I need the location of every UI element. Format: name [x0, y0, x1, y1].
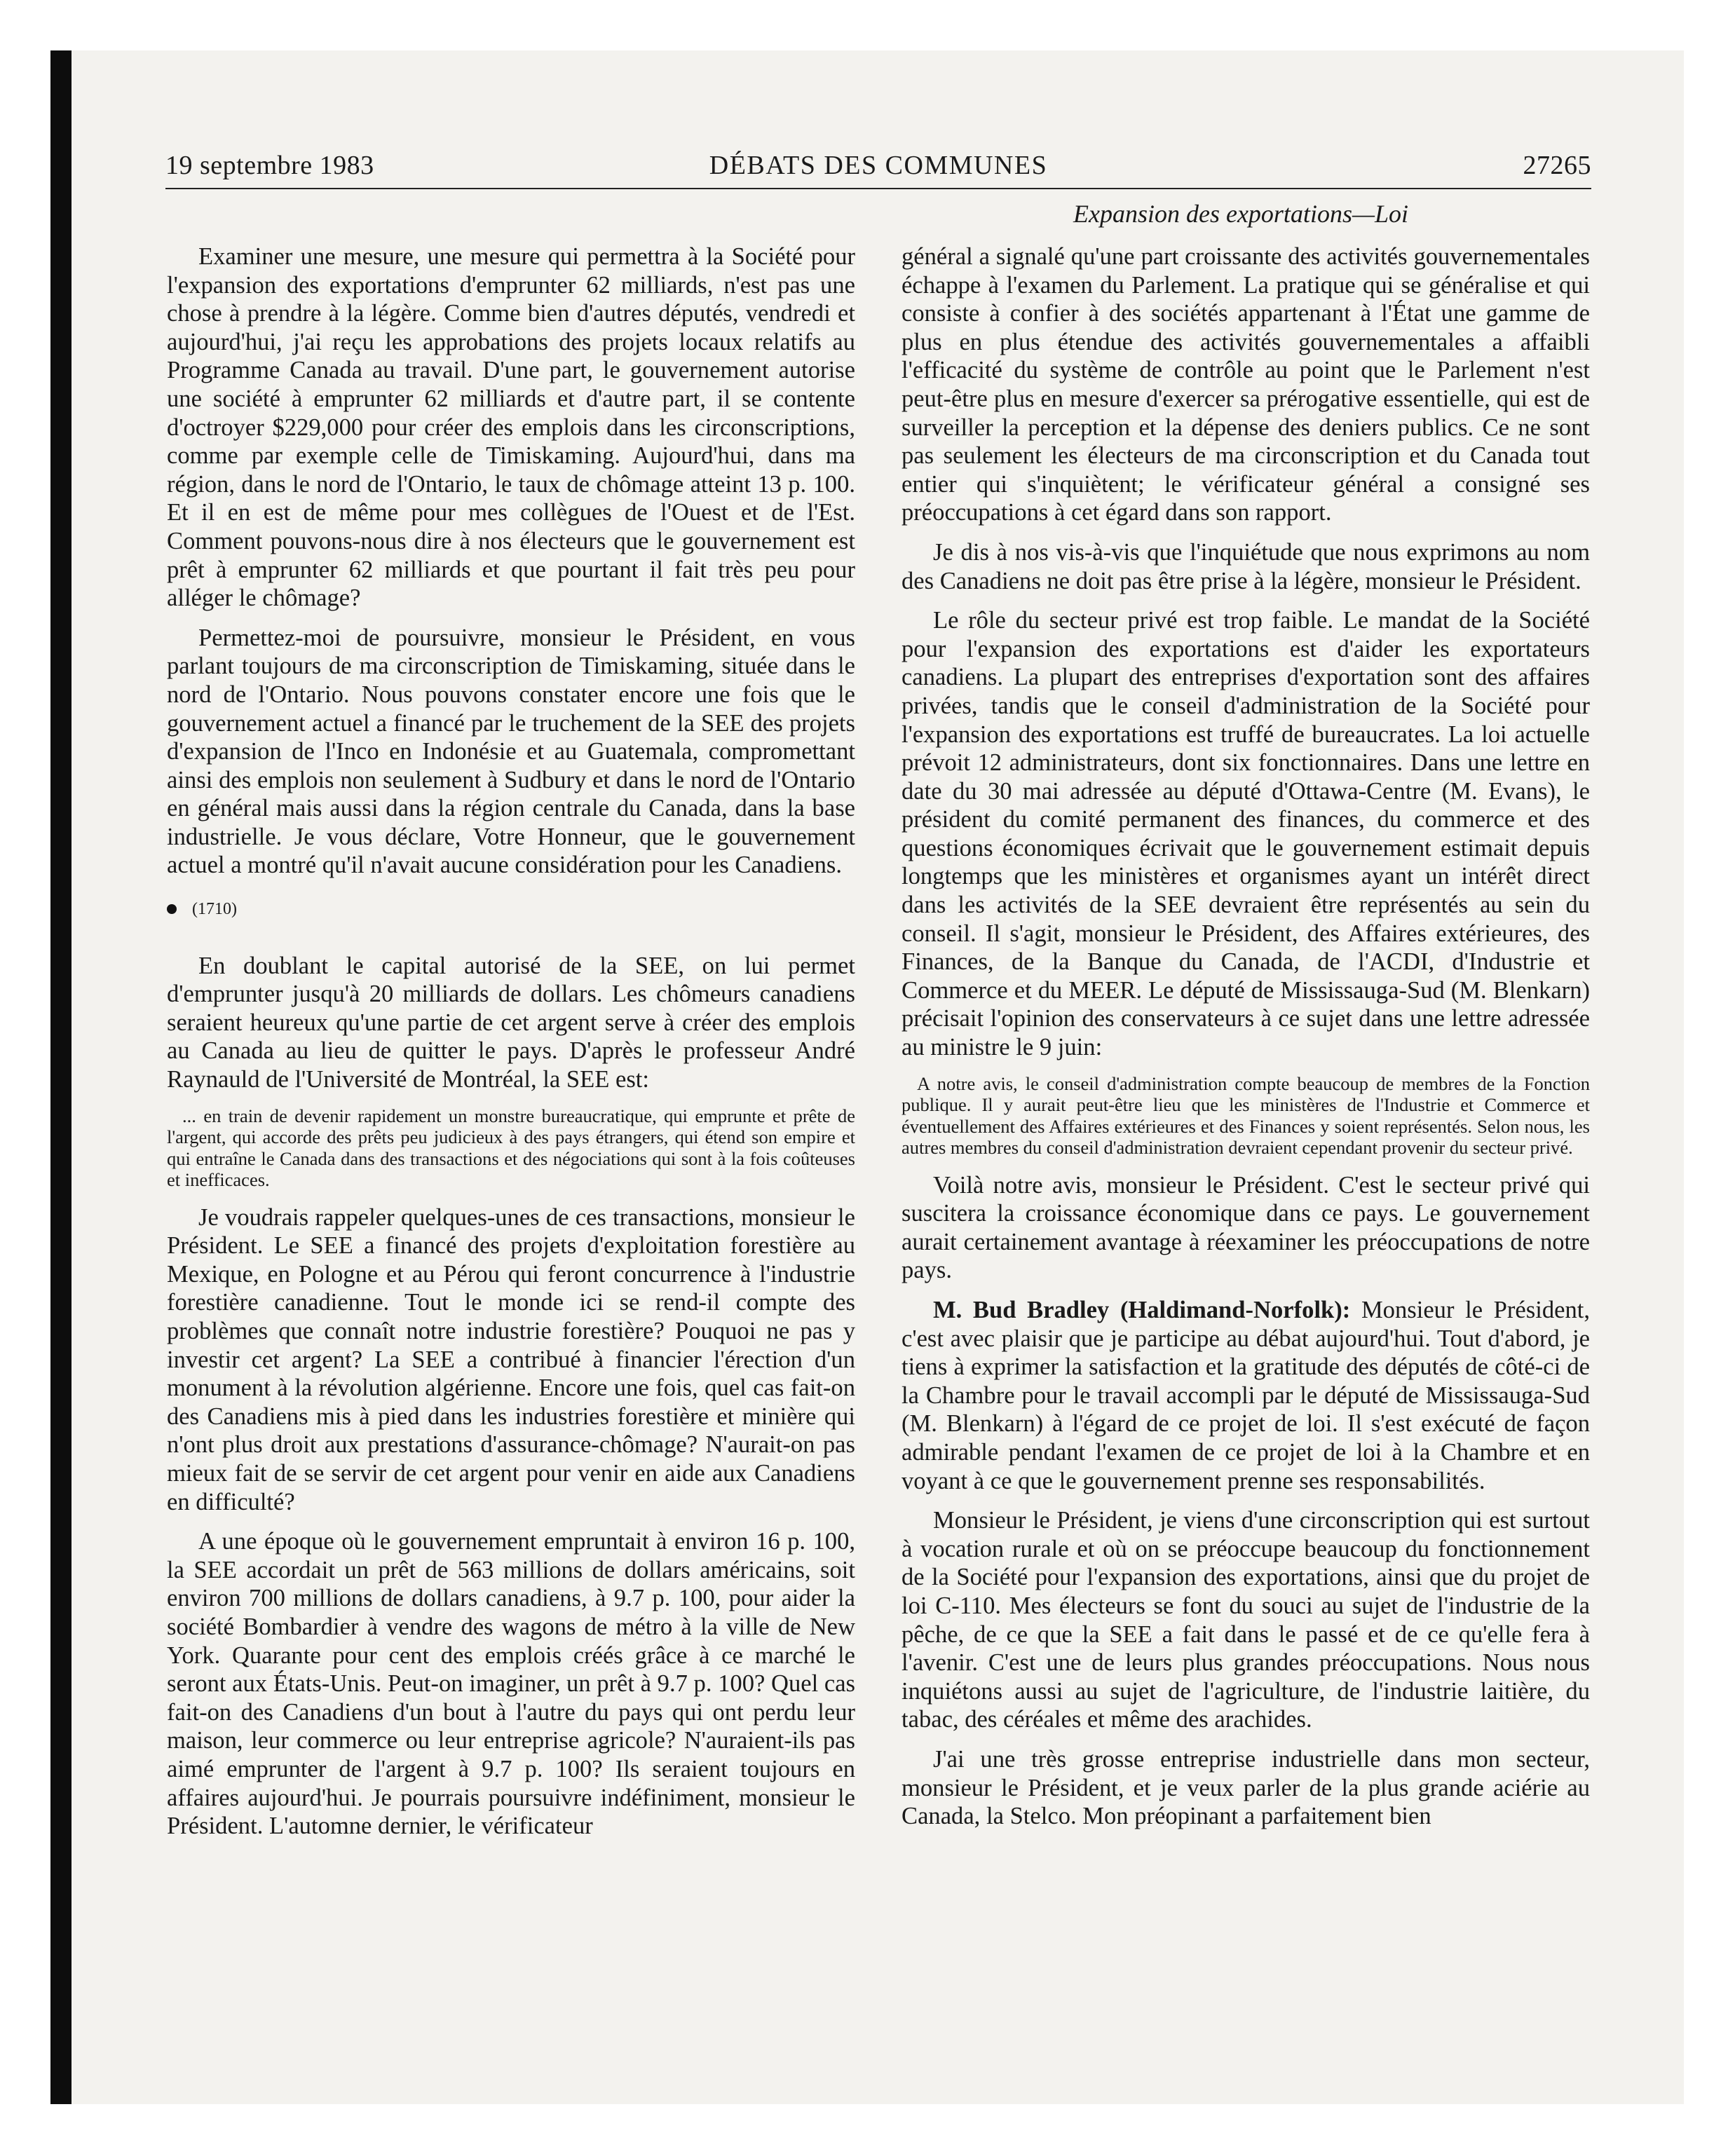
time-marker-label: (1710) [192, 900, 237, 919]
header-title: DÉBATS DES COMMUNES [709, 151, 1048, 180]
time-marker [167, 895, 855, 924]
paragraph: Voilà notre avis, monsieur le Président. C'est le secteur privé qui suscitera la croissance économique dans ce pays. Le gouvernement aurait certainement avantage à réexaminer les préoccupations de notre pays. [901, 1171, 1590, 1284]
paragraph: général a signalé qu'une part croissante des activités gouvernementales échappe à l'examen du Parlement. La pratique qui se généralise et qui consiste à confier à des sociétés appartenant à l'État une gamme de plus en plus étendue des activités gouvernementales a affaibli l'efficacité du système de contrôle au point que le Parlement n'est peut-être plus en mesure d'exercer sa prérogative essentielle, qui est de surveiller la perception et la dépense des deniers publics. Ce ne sont pas seulement les électeurs de ma circonscription et du Canada tout entier qui s'inquiètent; le vérificateur général a consigné ses préoccupations à cet égard dans son rapport. [901, 243, 1590, 526]
paragraph: Je dis à nos vis-à-vis que l'inquiétude que nous exprimons au nom des Canadiens ne doit pas être prise à la légère, monsieur le Président. [901, 538, 1590, 594]
paragraph: En doublant le capital autorisé de la SEE, on lui permet d'emprunter jusqu'à 20 milliards de dollars. Les chômeurs canadiens seraient heureux qu'une partie de cet argent serve à créer des emplois au Canada au lieu de quitter le pays. D'après le professeur André Raynauld de l'Université de Montréal, la SEE est: [167, 952, 855, 1093]
binding-edge [50, 50, 72, 2104]
page-header [165, 146, 1591, 189]
bullet-icon [167, 904, 177, 914]
paragraph: J'ai une très grosse entreprise industrielle dans mon secteur, monsieur le Président, et je veux parler de la plus grande aciérie au Canada, la Stelco. Mon préopinant a parfaitement bien [901, 1745, 1590, 1830]
speaker-paragraph [901, 1296, 1590, 1495]
page-number: 27265 [1523, 151, 1591, 180]
paragraph: Examiner une mesure, une mesure qui permettra à la Société pour l'expansion des exportations d'emprunter 62 milliards, n'est pas une chose à prendre à la légère. Comme bien d'autres députés, vendredi et aujourd'hui, j'ai reçu les approbations des projets locaux relatifs au Programme Canada au travail. D'une part, le gouvernement autorise une société à emprunter 62 milliards et d'autre part, il se contente d'octroyer $229,000 pour créer des emplois dans les circonscriptions, comme par exemple celle de Timiskaming. Aujourd'hui, dans ma région, dans le nord de l'Ontario, le taux de chômage atteint 13 p. 100. Et il en est de même pour mes collègues de l'Ouest et de l'Est. Comment pouvons-nous dire à nos électeurs que le gouvernement est prêt à emprunter 62 milliards et que pourtant il fait très peu pour alléger le chômage? [167, 243, 855, 612]
block-quote: ... en train de devenir rapidement un monstre bureaucratique, qui emprunte et prête de l'argent, qui accorde des prêts peu judicieux à des pays étrangers, qui étend son empire et qui entraîne le Canada dans des transactions et des négociations qui sont à la fois coûteuses et inefficaces. [167, 1105, 855, 1191]
section-title: Expansion des exportations—Loi [1073, 200, 1408, 228]
paragraph: Je voudrais rappeler quelques-unes de ces transactions, monsieur le Président. Le SEE a financé des projets d'exploitation forestière au Mexique, en Pologne et au Pérou qui feront concurrence à l'industrie forestière canadienne. Tout le monde ici se rend-il compte des problèmes que connaît notre industrie forestière? Pouquoi ne pas y investir cet argent? La SEE a contribué à financier l'érection d'un monument à la révolution algérienne. Encore une fois, quel cas fait-on des Canadiens mis à pied dans les industries forestière et minière qui n'ont plus droit aux prestations d'assurance-chômage? N'aurait-on pas mieux fait de se servir de cet argent pour venir en aide aux Canadiens en difficulté? [167, 1203, 855, 1515]
block-quote: A notre avis, le conseil d'administration compte beaucoup de membres de la Fonction publique. Il y aurait peut-être lieu que les ministères de l'Industrie et Commerce et éventuellement des Affaires extérieures et des Finances y soient représentés. Selon nous, les autres membres du conseil d'administration devraient cependant provenir du secteur privé. [901, 1072, 1590, 1159]
paragraph: Le rôle du secteur privé est trop faible. Le mandat de la Société pour l'expansion des exportations est d'aider les exportateurs canadiens. La plupart des entreprises d'exportation sont des affaires privées, tandis que le conseil d'administration de la Société pour l'expansion des exportations est truffé de bureaucrates. La loi actuelle prévoit 12 administrateurs, dont six fonctionnaires. Dans une lettre en date du 30 mai adressée au député d'Ottawa-Centre (M. Evans), le président du comité permanent des finances, du commerce et des questions économiques écrivait que le gouvernement estimait depuis longtemps que les ministères et organismes ayant un intérêt direct dans les activités de la SEE devraient être représentés au sein du conseil. Il s'agit, monsieur le Président, des Affaires extérieures, des Finances, de la Banque du Canada, de l'ACDI, d'Industrie et Commerce et du MEER. Le député de Mississauga-Sud (M. Blenkarn) précisait l'opinion des conservateurs à ce sujet dans une lettre adressée au ministre le 9 juin: [901, 607, 1590, 1061]
speech-text: Monsieur le Président, c'est avec plaisir que je participe au débat aujourd'hui. Tout d'abord, je tiens à exprimer la satisfaction et la gratitude des députés de côté-ci de la Chambre pour le travail accompli par le député de Mississauga-Sud (M. Blenkarn) à l'égard de ce projet de loi. Il s'est exécuté de façon admirable pendant l'examen de ce projet de loi à la Chambre et en voyant à ce que le gouvernement prenne ses responsabilités. [901, 1297, 1590, 1494]
header-date: 19 septembre 1983 [165, 151, 374, 180]
speaker-name: M. Bud Bradley (Haldimand-Norfolk): [933, 1297, 1351, 1323]
right-column [901, 243, 1590, 1842]
paragraph: Monsieur le Président, je viens d'une circonscription qui est surtout à vocation rurale et où on se préoccupe beaucoup du fonctionnement de la Société pour l'expansion des exportations, ainsi que du projet de loi C-110. Mes électeurs se font du souci au sujet de l'industrie de la pêche, de ce que la SEE a fait dans le passé et de ce qu'elle fera à l'avenir. C'est une de leurs plus grandes préoccupations. Nous nous inquiétons aussi au sujet de l'agriculture, de l'industrie laitière, du tabac, des céréales et même des arachides. [901, 1507, 1590, 1733]
paragraph: A une époque où le gouvernement empruntait à environ 16 p. 100, la SEE accordait un prêt de 563 millions de dollars américains, soit environ 700 millions de dollars canadiens, à 9.7 p. 100, pour aider la société Bombardier à vendre des wagons de métro à la ville de New York. Quarante pour cent des emplois créés grâce à ce marché le seront aux États-Unis. Peut-on imaginer, un prêt à 9.7 p. 100? Quel cas fait-on des Canadiens d'un bout à l'autre du pays qui ont perdu leur maison, leur commerce ou leur entreprise agricole? N'auraient-ils pas aimé emprunter de l'argent à 9.7 p. 100? Ils seraient toujours en affaires aujourd'hui. Je pourrais poursuivre indéfiniment, monsieur le Président. L'automne dernier, le vérificateur [167, 1528, 855, 1840]
left-column [167, 243, 855, 1852]
paragraph: Permettez-moi de poursuivre, monsieur le Président, en vous parlant toujours de ma circonscription de Timiskaming, située dans le nord de l'Ontario. Nous pouvons constater encore une fois que le gouvernement actuel a financé par le truchement de la SEE des projets d'expansion de l'Inco en Indonésie et au Guatemala, compromettant ainsi des emplois non seulement à Sudbury et dans le nord de l'Ontario en général mais aussi dans la région centrale du Canada, dans la base industrielle. Je vous déclare, Votre Honneur, que le gouvernement actuel a montré qu'il n'avait aucune considération pour les Canadiens. [167, 624, 855, 879]
